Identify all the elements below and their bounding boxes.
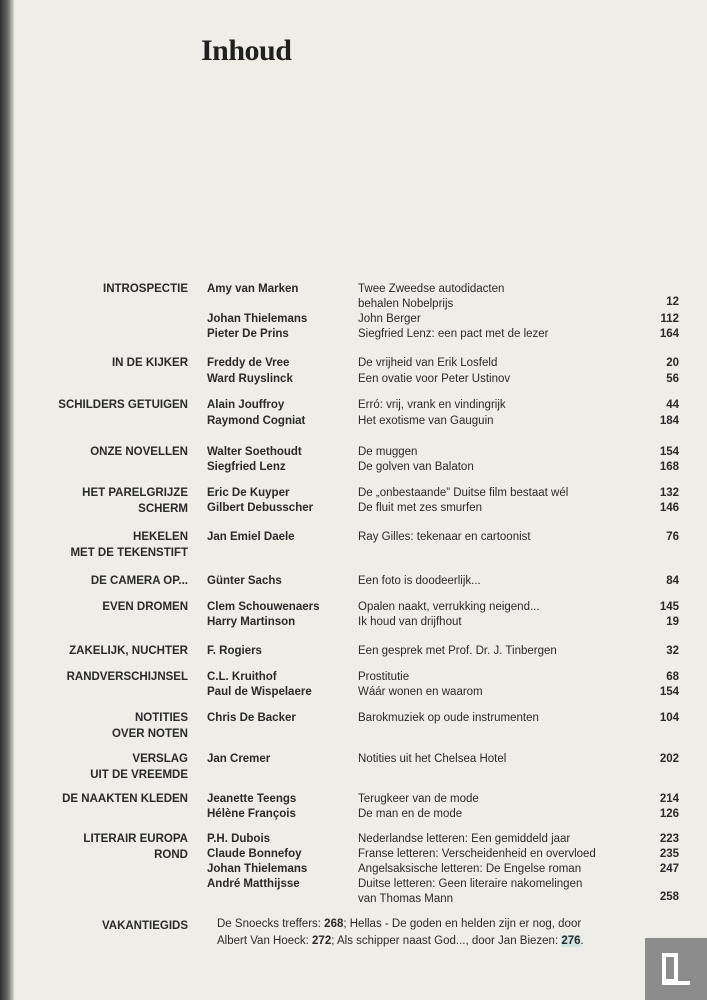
entry-title: Angelsaksische letteren: De Engelse roman <box>358 863 582 875</box>
entry-author: Pieter De Prins <box>207 328 289 340</box>
entry-author: Eric De Kuyper <box>207 487 290 499</box>
entry-author: Amy van Marken <box>207 283 299 295</box>
section-label: SCHILDERS GETUIGEN <box>58 399 188 411</box>
entry-title: Siegfried Lenz: een pact met de lezer <box>358 328 549 340</box>
entry-author: Siegfried Lenz <box>207 461 286 473</box>
entry-author: André Matthijsse <box>207 878 300 890</box>
section-label: EVEN DROMEN <box>102 601 188 613</box>
entry-author: Raymond Cogniat <box>207 415 306 427</box>
entry-title: De vrijheid van Erik Losfeld <box>358 357 498 369</box>
entry-author: Hélène François <box>207 808 296 820</box>
entry-title: Notities uit het Chelsea Hotel <box>358 753 507 765</box>
entry-title: Duitse letteren: Geen literaire nakomelingen <box>358 878 583 890</box>
section-label: DE NAAKTEN KLEDEN <box>62 793 188 805</box>
section-label: HEKELEN <box>133 531 188 543</box>
section-vakantiegids: VAKANTIEGIDS <box>101 920 188 932</box>
section-label-line-2: SCHERM <box>138 503 188 515</box>
entry-author: Freddy de Vree <box>207 357 290 369</box>
entry-page-number: 44 <box>666 399 679 411</box>
section-label: ONZE NOVELLEN <box>90 446 188 458</box>
entry-page-number: 235 <box>659 848 679 860</box>
entry-page-number: 184 <box>659 415 679 427</box>
entry-title: De fluit met zes smurfen <box>358 502 482 514</box>
entry-author: Johan Thielemans <box>207 313 308 325</box>
section-label: INTROSPECTIE <box>103 283 188 295</box>
section-label-line-2: ROND <box>154 849 188 861</box>
section-label: ZAKELIJK, NUCHTER <box>69 645 188 657</box>
entry-title: Een gesprek met Prof. Dr. J. Tinbergen <box>358 645 557 657</box>
entry-page-number: 68 <box>666 671 679 683</box>
entry-page-number: 56 <box>666 373 679 385</box>
entry-page-number: 76 <box>666 531 679 543</box>
watermark-corner <box>645 938 707 1000</box>
entry-author: Jan Emiel Daele <box>207 531 295 543</box>
entry-author: Günter Sachs <box>207 575 282 587</box>
section-label-line-2: MET DE TEKENSTIFT <box>70 547 188 559</box>
entry-title: Een ovatie voor Peter Ustinov <box>358 373 511 385</box>
section-label-line-2: UIT DE VREEMDE <box>90 769 188 781</box>
entry-page-number: 258 <box>659 891 679 903</box>
section-label: VERSLAG <box>132 753 188 765</box>
entry-page-number: 154 <box>659 446 679 458</box>
entry-title-line-2: behalen Nobelprijs <box>358 298 454 310</box>
entry-author: Chris De Backer <box>207 712 296 724</box>
entry-author: Johan Thielemans <box>207 863 308 875</box>
section-label-line-2: OVER NOTEN <box>111 728 188 740</box>
section-label: IN DE KIJKER <box>111 357 188 369</box>
entry-page-number: 168 <box>659 461 679 473</box>
entry-title-line-2: van Thomas Mann <box>358 893 454 905</box>
section-label: NOTITIES <box>134 712 188 724</box>
entry-title: Prostitutie <box>358 671 410 683</box>
entry-page-number: 202 <box>659 753 679 765</box>
entry-title: De „onbestaande” Duitse film bestaat wél <box>358 487 569 499</box>
entry-page-number: 132 <box>659 487 679 499</box>
bookmark-logo-icon <box>660 951 692 987</box>
entry-title: Ray Gilles: tekenaar en cartoonist <box>358 531 531 543</box>
entry-page-number: 19 <box>666 616 679 628</box>
entry-author: Gilbert Debusscher <box>207 502 314 514</box>
entry-title: De man en de mode <box>358 808 463 820</box>
entry-title: Ik houd van drijfhout <box>358 616 462 628</box>
entry-title: Het exotisme van Gauguin <box>358 415 494 427</box>
entry-page-number: 214 <box>659 793 679 805</box>
vakantiegids-line-1: De Snoecks treffers: 268; Hellas - De goden en helden zijn er nog, door <box>217 918 582 930</box>
entry-title: Terugkeer van de mode <box>358 793 479 805</box>
section-label: LITERAIR EUROPA <box>83 833 188 845</box>
section-label: HET PARELGRIJZE <box>82 487 188 499</box>
entry-page-number: 223 <box>659 833 679 845</box>
entry-page-number: 104 <box>659 712 679 724</box>
entry-author: Walter Soethoudt <box>207 446 302 458</box>
entry-author: C.L. Kruithof <box>207 671 277 683</box>
entry-page-number: 146 <box>659 502 679 514</box>
entry-page-number: 247 <box>659 863 679 875</box>
entry-page-number: 20 <box>666 357 679 369</box>
entry-author: Alain Jouffroy <box>207 399 285 411</box>
entry-title: Franse letteren: Verscheidenheid en overvloed <box>358 848 596 860</box>
entry-author: Jan Cremer <box>207 753 271 765</box>
entry-author: Clem Schouwenaers <box>207 601 320 613</box>
entry-page-number: 32 <box>666 645 679 657</box>
entry-author: Paul de Wispelaere <box>207 686 312 698</box>
entry-author: F. Rogiers <box>207 645 262 657</box>
page-title: Inhoud <box>201 34 292 67</box>
vakantiegids-line-2: Albert Van Hoeck: 272; Als schipper naast God..., door Jan Biezen: 276. <box>217 935 584 947</box>
entry-title: Een foto is doodeerlijk... <box>358 575 481 587</box>
entry-page-number: 164 <box>659 328 679 340</box>
entry-page-number: 112 <box>660 313 679 325</box>
entry-title: Opalen naakt, verrukking neigend... <box>358 601 540 613</box>
entry-title: Nederlandse letteren: Een gemiddeld jaar <box>358 833 571 845</box>
entry-page-number: 145 <box>659 601 679 613</box>
entry-title: Wáár wonen en waarom <box>358 686 483 698</box>
entry-title: De muggen <box>358 446 418 458</box>
entry-author: Jeanette Teengs <box>207 793 297 805</box>
entry-author: Ward Ruyslinck <box>207 373 293 385</box>
entry-title: De golven van Balaton <box>358 461 474 473</box>
entry-page-number: 12 <box>666 296 679 308</box>
entry-title: Erró: vrij, vrank en vindingrijk <box>358 399 506 411</box>
entry-title: John Berger <box>358 313 421 325</box>
entry-page-number: 154 <box>659 686 679 698</box>
section-label: DE CAMERA OP... <box>90 575 188 587</box>
entry-author: P.H. Dubois <box>207 833 271 845</box>
entry-author: Harry Martinson <box>207 616 296 628</box>
section-label: RANDVERSCHIJNSEL <box>66 671 188 683</box>
entry-page-number: 126 <box>659 808 679 820</box>
entry-title: Twee Zweedse autodidacten <box>358 283 505 295</box>
entry-author: Claude Bonnefoy <box>207 848 302 860</box>
entry-page-number: 84 <box>666 575 679 587</box>
entry-title: Barokmuziek op oude instrumenten <box>358 712 539 724</box>
